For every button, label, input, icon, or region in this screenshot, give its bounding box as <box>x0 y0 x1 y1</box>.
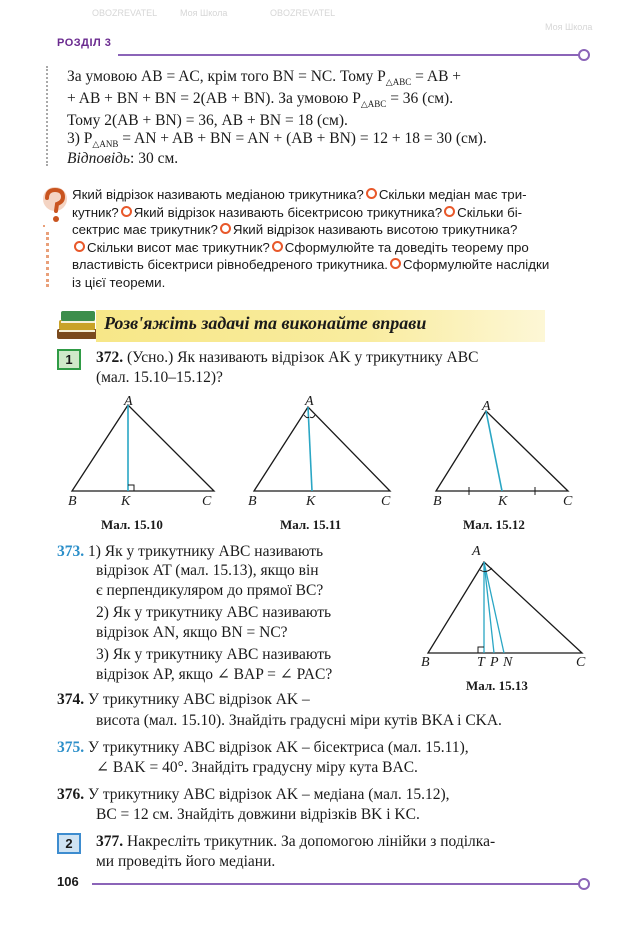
problem-375: 375. У трикутнику ABC відрізок AK – бісектриса (мал. 15.11), <box>57 739 469 756</box>
caption-15-11: Мал. 15.11 <box>280 517 342 532</box>
label-B: B <box>421 655 430 670</box>
problem-375-line2: ∠ BAK = 40°. Знайдіть градусну міру кута BAC. <box>96 759 418 776</box>
header-rule <box>118 54 580 56</box>
watermark: OBOZREVATEL <box>270 8 336 18</box>
problem-373-line: відрізок AT (мал. 15.13), якщо він <box>96 562 319 579</box>
right-angle-mark <box>478 647 484 653</box>
triangle <box>254 407 390 491</box>
question-mark-icon <box>38 187 72 229</box>
problem-372: 372. (Усно.) Як називають відрізок AK у трикутнику ABC <box>96 349 479 366</box>
problem-374-line2: висота (мал. 15.10). Знайдіть градусні міри кутів BKA і CKA. <box>96 712 502 729</box>
figure-15-11 <box>244 393 404 513</box>
figure-15-13 <box>420 550 590 665</box>
label-B: B <box>68 494 77 509</box>
label-C: C <box>381 494 391 509</box>
header-rule-end <box>578 49 590 61</box>
caption-15-13: Мал. 15.13 <box>466 678 528 693</box>
review-questions: Який відрізок називають медіаною трикутника? Скільки медіан має три- кутник? Який відрізок називають бісектрисою трикутника? Скільки бі- сектрис має трикутник? Який відрізок називають висотою трикутника? Скільки висот має трикутник? Сформулюйте та доведіть теорему про властивість бісектриси рівнобедреного трикутника. Сформулюйте наслідки із цієї теореми. <box>72 187 550 290</box>
label-N: N <box>503 655 513 670</box>
problem-374: 374. У трикутнику ABC відрізок AK – <box>57 691 310 708</box>
solution-line: 3) $P_{\triangle ANB}$ = AN + AB + BN = AN + (AB + BN) = 12 + 18 = 30 (см). <box>67 130 487 150</box>
label-A: A <box>482 399 491 414</box>
solution-answer: Відповідь: 30 см. <box>67 150 179 167</box>
label-K: K <box>306 494 316 509</box>
banner-title: Розв'яжіть задачі та виконайте вправи <box>104 313 427 333</box>
solution-sidebar <box>46 66 53 166</box>
caption-15-12: Мал. 15.12 <box>463 517 525 532</box>
caption-15-10: Мал. 15.10 <box>101 517 163 532</box>
solution-line: Тому 2(AB + BN) = 36, AB + BN = 18 (см). <box>67 112 348 129</box>
label-C: C <box>202 494 212 509</box>
label-T: T <box>477 655 485 670</box>
triangle <box>72 405 214 491</box>
right-angle-mark <box>128 485 134 491</box>
problem-377: 377. Накресліть трикутник. За допомогою лінійки з поділка- <box>96 833 496 850</box>
triangle <box>436 411 568 491</box>
bisector-segment <box>484 562 494 653</box>
question-dots <box>46 232 53 287</box>
label-A: A <box>472 544 481 559</box>
label-A: A <box>124 394 133 409</box>
footer-rule <box>92 883 580 885</box>
problem-373-line: відрізок AN, якщо BN = NC? <box>96 624 288 641</box>
label-B: B <box>248 494 257 509</box>
figure-15-10 <box>62 393 222 513</box>
watermark: Моя Школа <box>545 22 593 32</box>
bisector-segment <box>308 407 312 491</box>
triangle <box>428 562 582 653</box>
watermark: Моя Школа <box>180 8 228 18</box>
section-label: РОЗДІЛ 3 <box>57 37 112 49</box>
label-P: P <box>490 655 499 670</box>
label-C: C <box>576 655 586 670</box>
label-K: K <box>498 494 508 509</box>
footer-rule-end <box>578 878 590 890</box>
solution-line: + AB + BN + BN = 2(AB + BN). За умовою $P_{\triangle ABC} = 36$ (см). <box>67 90 454 110</box>
label-C: C <box>563 494 573 509</box>
page-number: 106 <box>57 874 79 889</box>
level-2-badge: 2 <box>57 833 81 854</box>
problem-376-line2: BC = 12 см. Знайдіть довжини відрізків BK і KC. <box>96 806 420 823</box>
median-segment <box>484 562 504 653</box>
level-1-badge: 1 <box>57 349 81 370</box>
books-icon <box>55 303 99 343</box>
problem-376: 376. У трикутнику ABC відрізок AK – медіана (мал. 15.12), <box>57 786 450 803</box>
problem-373-line: 2) Як у трикутнику ABC називають <box>96 604 332 621</box>
label-K: K <box>121 494 131 509</box>
median-segment <box>486 411 502 491</box>
label-B: B <box>433 494 442 509</box>
label-A: A <box>305 394 314 409</box>
angle-arc <box>310 415 315 418</box>
watermark: OBOZREVATEL <box>92 8 158 18</box>
problem-373: 373. 1) Як у трикутнику ABC називають <box>57 543 324 560</box>
problem-373-line: відрізок AP, якщо ∠ BAP = ∠ PAC? <box>96 666 333 683</box>
solution-line: За умовою AB = AC, крім того BN = NC. Тому $P_{\triangle ABC}$ = AB + <box>67 68 462 88</box>
problem-373-line: 3) Як у трикутнику ABC називають <box>96 646 332 663</box>
problem-372-line2: (мал. 15.10–15.12)? <box>96 369 223 386</box>
problem-373-line: є перпендикуляром до прямої BC? <box>96 582 324 599</box>
problem-377-line2: ми проведіть його медіани. <box>96 853 276 870</box>
